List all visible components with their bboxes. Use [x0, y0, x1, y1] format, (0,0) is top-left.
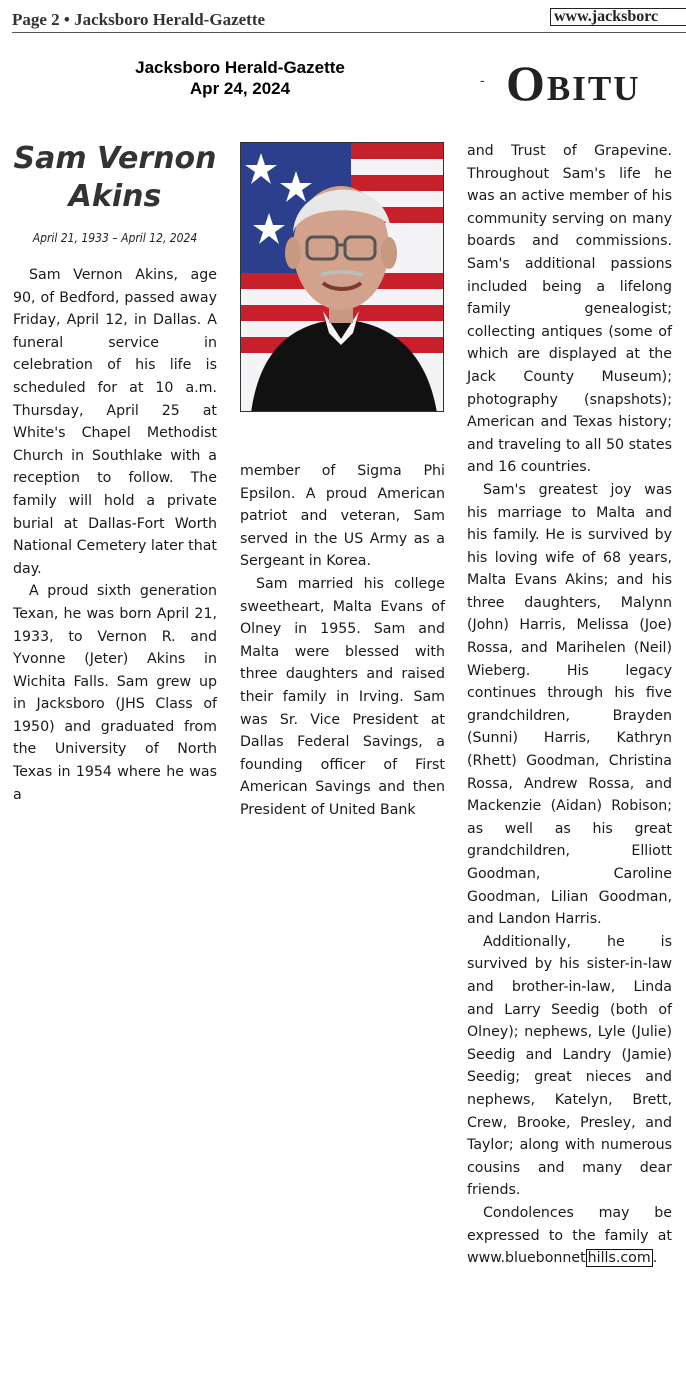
condolence-link[interactable]: hills.com: [587, 1250, 651, 1267]
paragraph: and Trust of Grapevine. Throughout Sam's life he was an active member of his community serving on many boards and commissions. Sam's additional passions included being a lifelong family genealogist; collecting antiques (some of which are displayed at the Jack County Museum); photography (snapshots); American and Texas history; and traveling to all 50 states and 16 countries.: [467, 143, 672, 476]
page-header: [12, 6, 686, 33]
paragraph: member of Sigma Phi Epsilon. A proud American patriot and veteran, Sam served in the US Army as a Sergeant in Korea.: [240, 463, 445, 570]
column-1: [13, 264, 217, 806]
paragraph: Sam's greatest joy was his marriage to Malta and his family. He is survived by his loving wife of 68 years, Malta Evans Akins; and his three daughters, Malynn (John) Harris, Melissa (Joe) Rossa, and Marihelen (Neil) Wieberg. His legacy continues through his five grandchildren, Brayden (Sunni) Harris, Kathryn (Rhett) Goodman, Christina Rossa, Andrew Rossa, and Mackenzie (Aidan) Robison; as well as his great grandchildren, Elliott Goodman, Caroline Goodman, Lilian Goodman, and Landon Harris.: [467, 481, 672, 928]
paragraph: Sam married his college sweetheart, Malta Evans of Olney in 1955. Sam and Malta were blessed with three daughters and raised their family in Irving. Sam was Sr. Vice President at Dallas Federal Savings, a founding officer of First American Savings and then President of United Bank: [240, 575, 445, 818]
paragraph: Additionally, he is survived by his sister-in-law and brother-in-law, Linda and Larry Seedig (both of Olney); nephews, Lyle (Julie) Seedig and Landry (Jamie) Seedig; great nieces and nephews, Katelyn, Brett, Crew, Brooke, Presley, and Taylor; along with numerous cousins and many dear friends.: [467, 933, 672, 1199]
page-folio: Page 2 • Jacksboro Herald-Gazette: [12, 10, 266, 29]
obituary-name: Sam Vernon Akins: [13, 141, 217, 214]
clipping-date: Apr 24, 2024: [189, 79, 291, 98]
clipping-paper-name: Jacksboro Herald-Gazette: [135, 58, 345, 77]
closing-period: .: [652, 1250, 658, 1267]
closing-paragraph: [467, 1202, 672, 1270]
paragraph: A proud sixth generation Texan, he was born April 21, 1933, to Vernon R. and Yvonne (Jeter) Akins in Wichita Falls. Sam grew up in Jacksboro (JHS Class of 1950) and graduated from the University of North Texas in 1954 where he was a: [13, 583, 217, 803]
portrait-photo-icon: [241, 143, 444, 412]
column-2: [240, 460, 445, 822]
portrait-photo: [240, 142, 444, 412]
section-title: Obitu: [506, 55, 641, 111]
obituary-dates: April 21, 1933 – April 12, 2024: [32, 231, 198, 245]
column-3: [467, 140, 672, 1270]
header-url-link[interactable]: www.jacksborc: [550, 8, 686, 26]
header-dash: -: [480, 72, 485, 88]
paragraph: Sam Vernon Akins, age 90, of Bedford, passed away Friday, April 12, in Dallas. A funeral service in celebration of his life is scheduled for at 10 a.m. Thursday, April 25 at White's Chapel Methodist Church in Southlake with a reception to follow. The family will hold a private burial at Dallas-Fort Worth National Cemetery later that day.: [13, 267, 217, 577]
clipping-stamp: [60, 57, 420, 99]
closing-text: Condolences may be expressed to the family at www.bluebonnet: [467, 1204, 672, 1267]
